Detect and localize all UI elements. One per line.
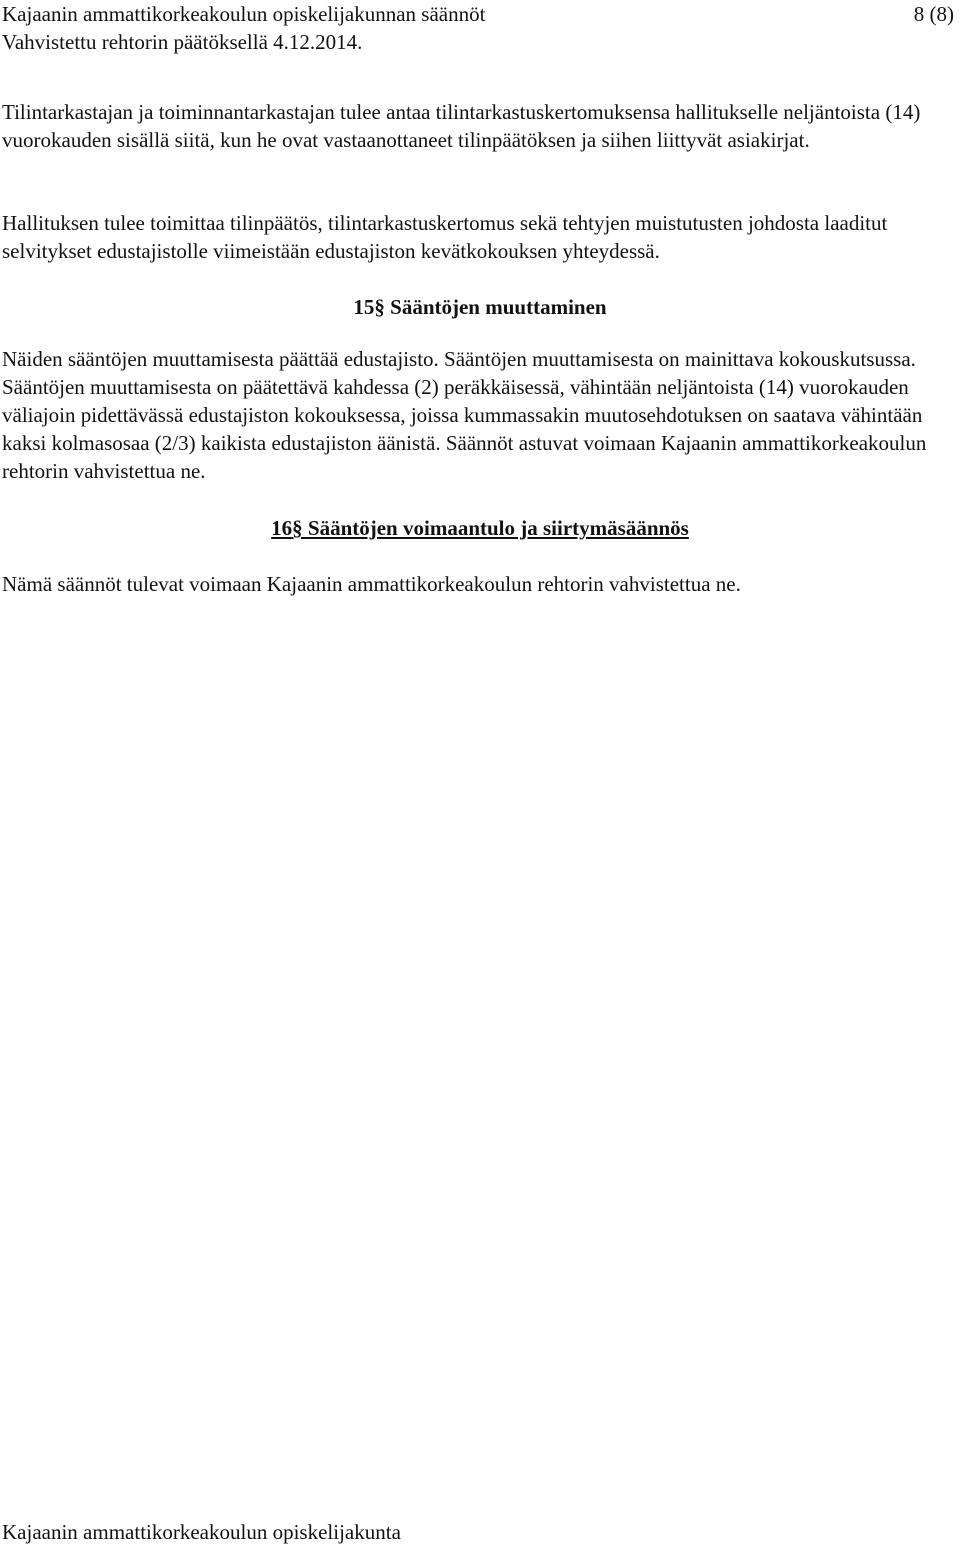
paragraph-text: Hallituksen tulee toimittaa tilinpäätös, tilintarkastuskertomus sekä tehtyjen muistutusten johdosta laaditut selvitykset edustajistolle viimeistään edustajiston kevätkokouksen yhteydessä. (2, 211, 888, 263)
page-footer: Kajaanin ammattikorkeakoulun opiskelijakunta (2, 1520, 401, 1544)
paragraph-auditor-report (2, 98, 958, 154)
section-16-body (2, 570, 958, 598)
paragraph-text: Näiden sääntöjen muuttamisesta päättää edustajisto. Sääntöjen muuttamisesta on mainittava kokouskutsussa. Sääntöjen muuttamisesta on päätettävä kahdessa (2) peräkkäisessä, vähintään neljäntoista (14) vuorokauden väliajoin pidettävässä edustajiston kokouksessa, joissa kummassakin muutosehdotuksen on saatava vähintään kaksi kolmasosaa (2/3) kaikista edustajiston äänistä. Säännöt astuvat voimaan Kajaanin ammattikorkeakoulun rehtorin vahvistettua ne. (2, 347, 927, 483)
page-header (2, 0, 722, 56)
section-15-heading (0, 293, 960, 321)
paragraph-text: Nämä säännöt tulevat voimaan Kajaanin ammattikorkeakoulun rehtorin vahvistettua ne. (2, 572, 741, 596)
section-heading-text: 15§ Sääntöjen muuttaminen (353, 295, 607, 319)
section-16-heading (0, 514, 960, 542)
document-title: Kajaanin ammattikorkeakoulun opiskelijakunnan säännöt (2, 2, 486, 26)
section-15-body (2, 345, 958, 485)
page-number: 8 (8) (913, 2, 954, 26)
section-heading-text: 16§ Sääntöjen voimaantulo ja siirtymäsäännös (271, 516, 689, 540)
paragraph-text: Tilintarkastajan ja toiminnantarkastajan tulee antaa tilintarkastuskertomuksensa hallitukselle neljäntoista (14) vuorokauden sisällä siitä, kun he ovat vastaanottaneet tilinpäätöksen ja siihen liittyvät asiakirjat. (2, 100, 921, 152)
approval-note: Vahvistettu rehtorin päätöksellä 4.12.2014. (2, 30, 363, 54)
paragraph-board-financial-statement (2, 209, 958, 265)
